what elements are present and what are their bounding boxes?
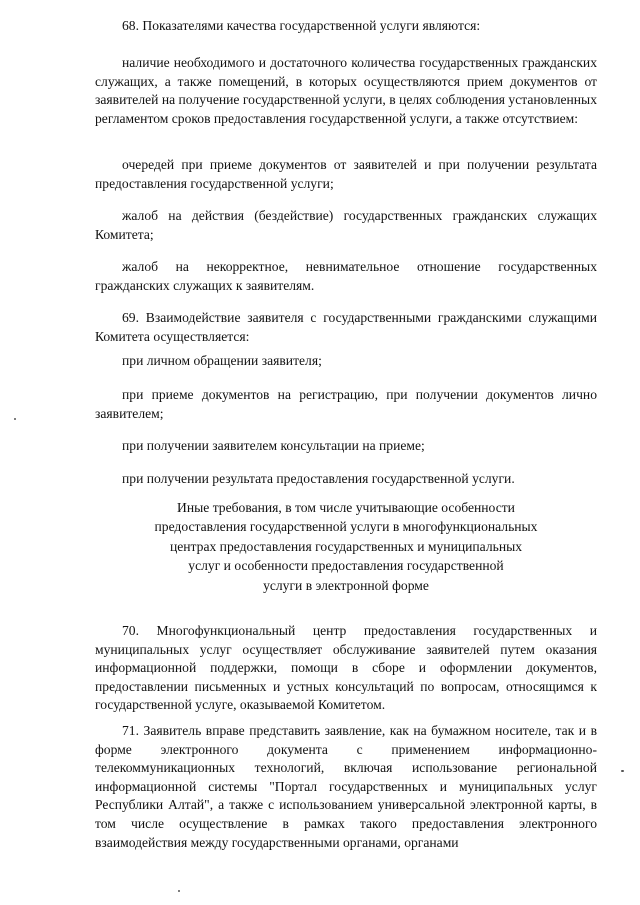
scan-speck — [178, 890, 180, 892]
heading-line: предоставления государственной услуги в многофункциональных — [154, 519, 538, 535]
paragraph-69-item-visit: при личном обращении заявителя; — [122, 353, 322, 368]
paragraph-68-item-attitude: жалоб на некорректное, невнимательное отношение государственных гражданских служащих к заявителям. — [95, 259, 597, 293]
paragraph-69-item-consultation: при получении заявителем консультации на приеме; — [122, 438, 425, 453]
heading-line: услуги в электронной форме — [263, 577, 429, 593]
paragraph-68: 68. Показателями качества государственной услуги являются: — [122, 18, 481, 33]
heading-line: центрах предоставления государственных и муниципальных — [169, 538, 523, 554]
heading-line: Иные требования, в том числе учитывающие особенности — [177, 500, 515, 515]
paragraph-70: 70. Многофункциональный центр предоставления государственных и муниципальных услуг осуществляет обслуживание заявителей путем оказания информационной поддержки, помощи в сборе и оформлении документов, предоставлении письменных и устных консультаций по вопросам, относящимся к государственной услуге, оказываемой Комитетом. — [95, 623, 597, 713]
scan-speck — [14, 418, 16, 420]
scan-speck — [621, 770, 624, 772]
paragraph-71: 71. Заявитель вправе представить заявление, как на бумажном носителе, так и в форме электронного документа с применением информационно-телекоммуникационных технологий, включая использование региональной информационной системы "Портал государственных и муниципальных услуг Республики Алтай", а также с использованием универсальной электронной карты, в том числе осуществление в рамках такого предоставления электронного взаимодействия между государственными органами, органами — [95, 723, 597, 850]
paragraph-69: 69. Взаимодействие заявителя с государственными гражданскими служащими Комитета осуществляется: — [95, 310, 597, 344]
paragraph-69-item-registration: при приеме документов на регистрацию, при получении документов лично заявителем; — [95, 387, 597, 421]
section-heading — [95, 498, 597, 595]
paragraph-69-item-result: при получении результата предоставления государственной услуги. — [122, 471, 515, 486]
paragraph-68-item-staff: наличие необходимого и достаточного количества государственных гражданских служащих, а также помещений, в которых осуществляются прием документов от заявителей на получение государственной услуги, в целях соблюдения установленных регламентом сроков предоставления государственной услуги, а также отсутствием: — [95, 55, 597, 126]
paragraph-68-item-queues: очередей при приеме документов от заявителей и при получении результата предоставления государственной услуги; — [95, 157, 597, 191]
paragraph-68-item-complaints: жалоб на действия (бездействие) государственных гражданских служащих Комитета; — [95, 208, 597, 242]
heading-line: услуг и особенности предоставления государственной — [188, 558, 504, 574]
